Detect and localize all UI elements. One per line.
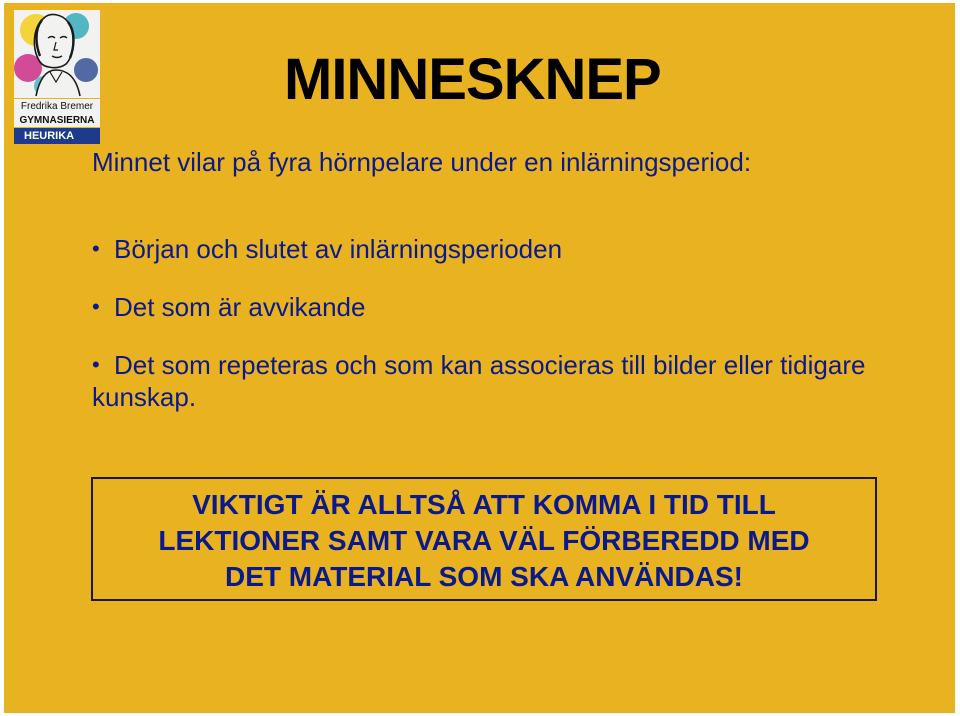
portrait-logo-art	[14, 10, 100, 98]
logo-name: Fredrika Bremer	[14, 99, 100, 114]
callout-line: LEKTIONER SAMT VARA VÄL FÖRBEREDD MED	[158, 525, 810, 556]
portrait-icon	[14, 10, 100, 98]
slide	[4, 3, 955, 713]
important-callout-box	[91, 477, 877, 601]
bullet-item: • Det som är avvikande	[92, 291, 892, 323]
bullet-item: • Det som repeteras och som kan associeras till bilder eller tidigare kunskap.	[92, 349, 892, 413]
school-logo	[14, 10, 100, 144]
bullet-list	[92, 233, 892, 439]
slide-title: MINNESKNEP	[284, 47, 661, 112]
intro-text: Minnet vilar på fyra hörnpelare under en inlärningsperiod:	[92, 147, 752, 177]
logo-unit: HEURIKA	[14, 128, 100, 144]
logo-school: GYMNASIERNA	[14, 114, 100, 127]
callout-line: DET MATERIAL SOM SKA ANVÄNDAS!	[225, 561, 743, 592]
bullet-item: • Början och slutet av inlärningsperioden	[92, 233, 892, 265]
callout-line: VIKTIGT ÄR ALLTSÅ ATT KOMMA I TID TILL	[192, 489, 776, 520]
